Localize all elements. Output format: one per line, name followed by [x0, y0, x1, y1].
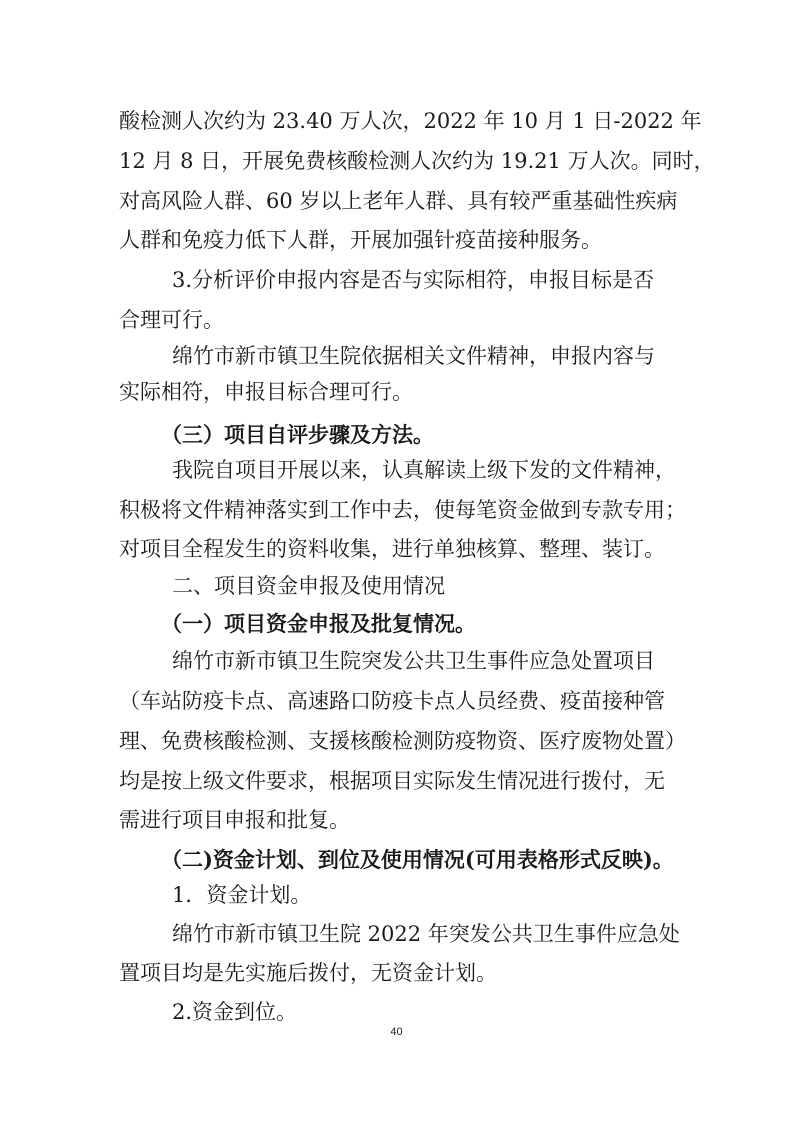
paragraph-line: 实际相符，申报目标合理可行。 [119, 380, 413, 404]
paragraph-line: 我院自项目开展以来，认真解读上级下发的文件精神， [172, 458, 676, 482]
paragraph-line: 均是按上级文件要求，根据项目实际发生情况进行拨付，无 [119, 769, 665, 793]
section-heading: （三）项目自评步骤及方法。 [161, 422, 434, 447]
paragraph-line: 积极将文件精神落实到工作中去，使每笔资金做到专款专用； [119, 498, 686, 522]
section-heading: 二、项目资金申报及使用情况 [172, 574, 445, 598]
paragraph-line: 酸检测人次约为 23.40 万人次，2022 年 10 月 1 日-2022 年 [119, 109, 702, 133]
paragraph-line: 绵竹市新市镇卫生院突发公共卫生事件应急处置项目 [172, 649, 655, 673]
paragraph-line: 需进行项目申报和批复。 [119, 808, 350, 832]
paragraph-line: 2.资金到位。 [172, 1000, 298, 1024]
paragraph-line: 人群和免疫力低下人群，开展加强针疫苗接种服务。 [119, 228, 602, 252]
paragraph-line: 绵竹市新市镇卫生院 2022 年突发公共卫生事件应急处 [172, 922, 680, 946]
paragraph-line: 对高风险人群、60 岁以上老年人群、具有较严重基础性疾病 [119, 189, 678, 213]
paragraph-line: 对项目全程发生的资料收集，进行单独核算、整理、装订。 [119, 537, 665, 561]
paragraph-line: 绵竹市新市镇卫生院依据相关文件精神，申报内容与 [172, 344, 655, 368]
paragraph-line: 12 月 8 日，开展免费核酸检测人次约为 19.21 万人次。同时， [119, 149, 715, 173]
page-number: 40 [390, 1026, 403, 1038]
paragraph-line: 1．资金计划。 [172, 883, 312, 907]
paragraph-line: 置项目均是先实施后拨付，无资金计划。 [119, 961, 497, 985]
paragraph-line: 3.分析评价申报内容是否与实际相符，申报目标是否 [172, 268, 655, 292]
paragraph-line: （车站防疫卡点、高速路口防疫卡点人员经费、疫苗接种管 [119, 689, 665, 713]
paragraph-line: 理、免费核酸检测、支援核酸检测防疫物资、医疗废物处置） [119, 729, 686, 753]
section-heading: （二)资金计划、到位及使用情况(可用表格形式反映)。 [161, 847, 674, 872]
paragraph-line: 合理可行。 [119, 308, 224, 332]
section-heading: （一）项目资金申报及批复情况。 [161, 611, 476, 636]
